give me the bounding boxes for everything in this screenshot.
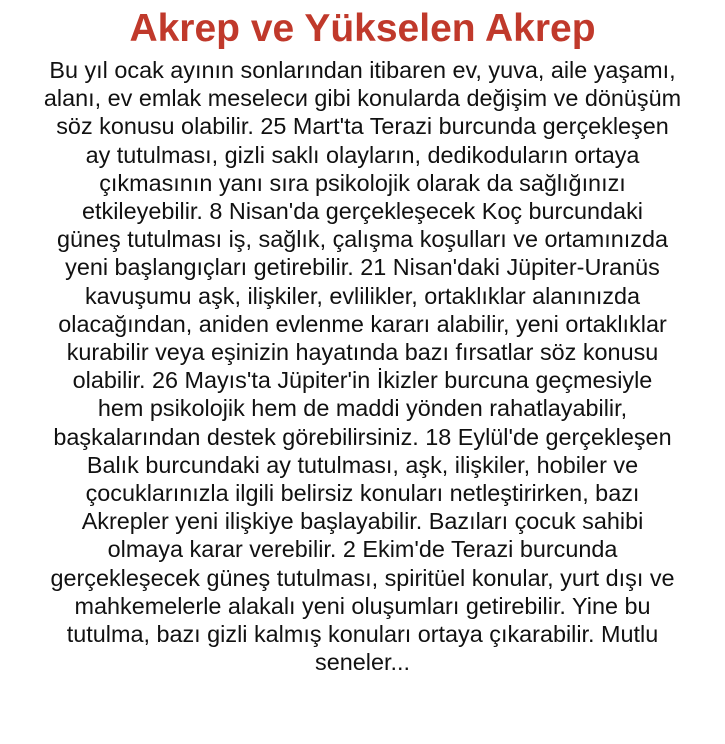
body-line: başkalarından destek görebilirsiniz. 18 Eylül'de gerçekleşen [53, 423, 672, 450]
body-line: çocuklarınızla ilgili belirsiz konuları netleştirirken, bazı [85, 480, 640, 507]
body-line: olmaya karar verebilir. 2 Ekim'de Terazi burcunda [107, 536, 618, 563]
body-line: kavuşumu aşk, ilişkiler, evlilikler, ortaklıklar alanınızda [84, 282, 641, 309]
body-line: Bu yıl ocak ayının sonlarından itibaren ev, yuva, aile yaşamı, [49, 57, 676, 83]
body-line: Balık burcundaki ay tutulması, aşk, ilişkiler, hobiler ve [86, 451, 639, 478]
body-line: etkileyebilir. 8 Nisan'da gerçekleşecek Koç burcundaki [82, 198, 643, 225]
body-line: gerçekleşecek güneş tutulması, spiritüel konular, yurt dışı ve [50, 564, 675, 591]
body-line: Akrepler yeni ilişkiye başlayabilir. Bazıları çocuk sahibi [81, 508, 644, 535]
body-line: seneler... [315, 649, 410, 676]
body-line: alanı, ev emlak meseleси gibi konularda değişim ve dönüşüm [43, 85, 682, 112]
body-line: söz konusu olabilir. 25 Mart'ta Terazi burcunda gerçekleşen [56, 113, 669, 140]
body-line: ay tutulması, gizli saklı olayların, dedikoduların ortaya [85, 141, 640, 168]
body-line: olabilir. 26 Mayıs'ta Jüpiter'in İkizler burcuna geçmesiyle [72, 367, 653, 394]
body-line: yeni başlangıçları getirebilir. 21 Nisan'daki Jüpiter-Uranüs [65, 254, 660, 281]
body-line: kurabilir veya eşinizin hayatında bazı fırsatlar söz konusu [66, 339, 659, 366]
body-line: mahkemelerle alakalı yeni oluşumları getirebilir. Yine bu [74, 592, 651, 619]
body-line: tutulma, bazı gizli kalmış konuları ortaya çıkarabilir. Mutlu [66, 621, 659, 648]
body-line: güneş tutulması iş, sağlık, çalışma koşulları ve ortamınızda [56, 226, 668, 253]
article-body [4, 56, 721, 676]
article-title: Akrep ve Yükselen Akrep [129, 7, 596, 50]
body-line: hem psikolojik hem de maddi yönden rahatlayabilir, [97, 395, 628, 422]
body-line: olacağından, aniden evlenme kararı alabilir, yeni ortaklıklar [58, 310, 667, 337]
body-line: çıkmasının yanı sıra psikolojik olarak da sağlığınızı [99, 169, 626, 196]
